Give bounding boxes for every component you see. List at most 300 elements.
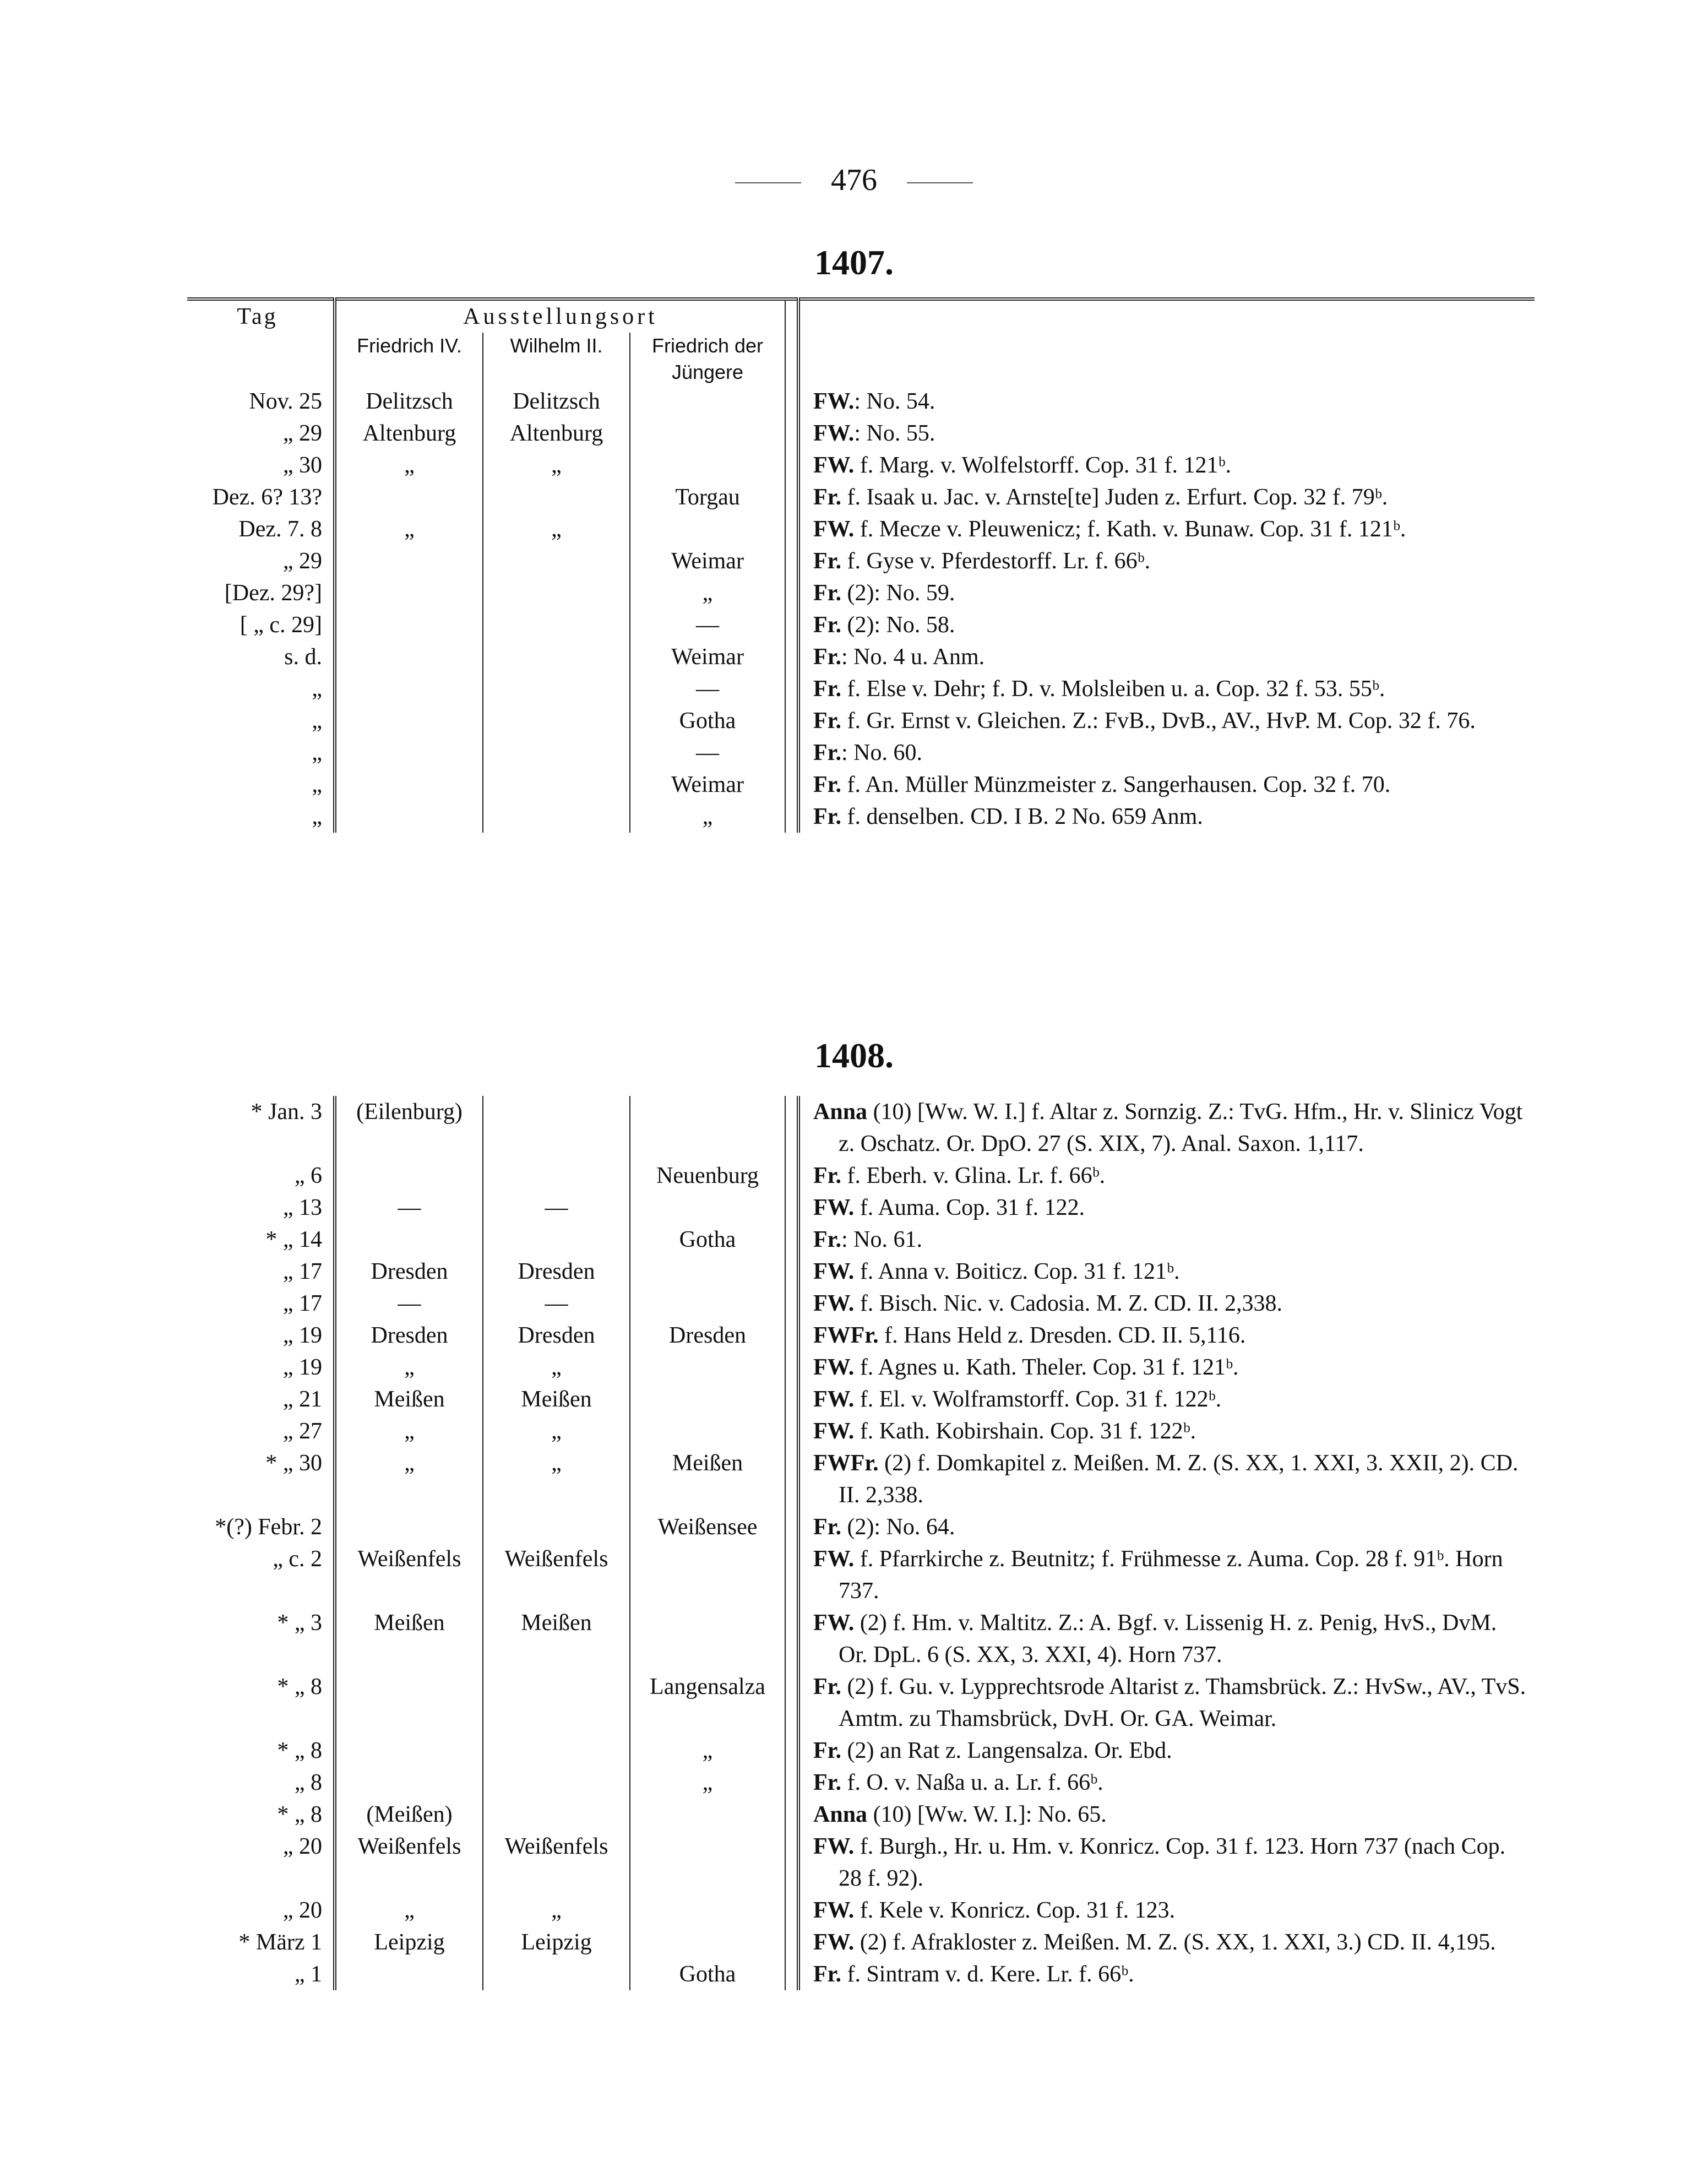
place-wilhelm-ii-cell: „ — [483, 1415, 630, 1447]
table-row — [187, 705, 1535, 737]
place-friedrich-iv-cell: Meißen — [335, 1607, 483, 1671]
note-text: f. Pfarrkirche z. Beutnitz; f. Frühmesse z. Auma. Cop. 28 f. 91ᵇ. Horn 737. — [839, 1546, 1503, 1604]
place-wilhelm-ii-cell: Dresden — [483, 1319, 630, 1351]
note-text: (2) f. Hm. v. Maltitz. Z.: A. Bgf. v. Lissenig H. z. Penig, HvS., DvM. Or. DpL. 6 (S. XX, 3. XXI, 4). Horn 737. — [839, 1610, 1497, 1668]
issuer-abbreviation: FW. — [813, 1291, 855, 1316]
place-wilhelm-ii-cell: — — [483, 1288, 630, 1319]
note-text: f. El. v. Wolframstorff. Cop. 31 f. 122ᵇ. — [854, 1387, 1222, 1412]
table-row — [187, 1096, 1535, 1160]
place-wilhelm-ii-cell: „ — [483, 449, 630, 481]
note-text: f. An. Müller Münzmeister z. Sangerhausen. Cop. 32 f. 70. — [841, 772, 1391, 797]
page-number: 476 — [831, 163, 877, 197]
place-friedrich-juengere-cell: Weimar — [630, 545, 785, 577]
table-row — [187, 1799, 1535, 1831]
note-cell — [798, 1447, 1535, 1511]
note-text: f. O. v. Naßa u. a. Lr. f. 66ᵇ. — [841, 1770, 1103, 1795]
place-friedrich-iv-cell — [335, 577, 483, 609]
place-friedrich-juengere-cell: „ — [630, 1735, 785, 1767]
date-cell: *(?) Febr. 2 — [215, 1514, 322, 1540]
table-row — [187, 737, 1535, 769]
note-text: : No. 54. — [854, 389, 935, 414]
place-friedrich-juengere-cell: „ — [630, 801, 785, 833]
note-cell — [798, 801, 1535, 833]
date-cell: „ c. 2 — [273, 1546, 322, 1572]
issuer-abbreviation: FW. — [813, 517, 855, 542]
place-friedrich-juengere-cell — [630, 1351, 785, 1383]
note-cell — [798, 1671, 1535, 1735]
table-row — [187, 1511, 1535, 1543]
place-friedrich-iv-cell: Altenburg — [335, 417, 483, 449]
date-cell: * März 1 — [238, 1930, 322, 1955]
note-cell — [798, 513, 1535, 545]
place-friedrich-iv-cell: Weißenfels — [335, 1831, 483, 1894]
issuer-abbreviation: Fr. — [813, 772, 841, 797]
note-cell — [798, 1767, 1535, 1799]
note-text: f. Gr. Ernst v. Gleichen. Z.: FvB., DvB., AV., HvP. M. Cop. 32 f. 76. — [841, 708, 1476, 734]
note-text: f. Isaak u. Jac. v. Arnste[te] Juden z. Erfurt. Cop. 32 f. 79ᵇ. — [841, 485, 1388, 510]
issuer-abbreviation: Anna — [813, 1099, 868, 1125]
issuer-abbreviation: FW. — [813, 1898, 855, 1923]
note-text: f. Auma. Cop. 31 f. 122. — [854, 1195, 1085, 1220]
place-friedrich-juengere-cell — [630, 1926, 785, 1958]
place-friedrich-juengere-cell — [630, 513, 785, 545]
note-text: f. Gyse v. Pferdestorff. Lr. f. 66ᵇ. — [841, 549, 1151, 574]
note-cell — [798, 1415, 1535, 1447]
place-wilhelm-ii-cell — [483, 1224, 630, 1256]
register-table-1408 — [187, 1096, 1535, 1990]
date-cell: * „ 30 — [265, 1451, 322, 1476]
note-text: f. Agnes u. Kath. Theler. Cop. 31 f. 121ᵇ. — [854, 1355, 1239, 1380]
place-wilhelm-ii-cell — [483, 673, 630, 705]
note-cell — [798, 1224, 1535, 1256]
note-cell — [798, 1511, 1535, 1543]
note-text: f. Kele v. Konricz. Cop. 31 f. 123. — [854, 1898, 1176, 1923]
issuer-abbreviation: FWFr. — [813, 1323, 879, 1348]
place-wilhelm-ii-cell — [483, 1799, 630, 1831]
note-text: f. denselben. CD. I B. 2 No. 659 Anm. — [841, 804, 1203, 829]
issuer-abbreviation: FW. — [813, 1355, 855, 1380]
date-cell: * „ 8 — [277, 1802, 322, 1827]
place-friedrich-iv-cell — [335, 1224, 483, 1256]
date-cell: „ — [312, 740, 322, 765]
place-friedrich-iv-cell: (Eilenburg) — [335, 1096, 483, 1160]
place-wilhelm-ii-cell — [483, 641, 630, 673]
date-cell: „ 6 — [294, 1163, 322, 1188]
place-friedrich-juengere-cell: Weißensee — [630, 1511, 785, 1543]
table-row — [187, 1415, 1535, 1447]
column-header-friedrich-iv: Friedrich IV. — [335, 333, 483, 385]
issuer-abbreviation: Fr. — [813, 740, 841, 765]
note-text: f. Eberh. v. Glina. Lr. f. 66ᵇ. — [841, 1163, 1106, 1188]
table-row — [187, 641, 1535, 673]
note-text: f. Marg. v. Wolfelstorff. Cop. 31 f. 121ᵇ. — [854, 453, 1231, 478]
table-row — [187, 577, 1535, 609]
note-text: (2) f. Domkapitel z. Meißen. M. Z. (S. XX, 1. XXI, 3. XXII, 2). CD. II. 2,338. — [839, 1451, 1519, 1508]
note-text: f. Anna v. Boiticz. Cop. 31 f. 121ᵇ. — [854, 1259, 1180, 1284]
date-cell: „ 19 — [282, 1323, 322, 1348]
place-friedrich-iv-cell: Weißenfels — [335, 1543, 483, 1607]
table-row — [187, 1447, 1535, 1511]
date-cell: „ 29 — [282, 421, 322, 446]
date-cell: * Jan. 3 — [251, 1099, 322, 1125]
place-wilhelm-ii-cell — [483, 577, 630, 609]
table-row — [187, 513, 1535, 545]
note-text: (2) f. Afrakloster z. Meißen. M. Z. (S. XX, 1. XXI, 3.) CD. II. 4,195. — [854, 1930, 1496, 1955]
table-row — [187, 1894, 1535, 1926]
note-cell — [798, 1831, 1535, 1894]
place-friedrich-iv-cell — [335, 545, 483, 577]
note-cell — [798, 705, 1535, 737]
header-rule-right — [907, 182, 973, 183]
place-friedrich-iv-cell: „ — [335, 1351, 483, 1383]
note-cell — [798, 545, 1535, 577]
note-cell — [798, 1894, 1535, 1926]
date-cell: s. d. — [284, 644, 322, 670]
place-friedrich-juengere-cell: Weimar — [630, 769, 785, 801]
note-cell — [798, 1799, 1535, 1831]
year-heading-1408: 1408. — [814, 1036, 894, 1075]
place-friedrich-iv-cell — [335, 1511, 483, 1543]
note-text: f. Else v. Dehr; f. D. v. Molsleiben u. a. Cop. 32 f. 53. 55ᵇ. — [841, 676, 1385, 702]
issuer-abbreviation: FW. — [813, 1610, 855, 1636]
issuer-abbreviation: Fr. — [813, 1514, 841, 1540]
note-text: (2) f. Gu. v. Lypprechtsrode Altarist z. Thamsbrück. Z.: HvSw., AV., TvS. Amtm. zu Thamsbrück, DvH. Or. GA. Weimar. — [839, 1674, 1526, 1731]
place-wilhelm-ii-cell — [483, 1735, 630, 1767]
place-wilhelm-ii-cell — [483, 481, 630, 513]
note-cell — [798, 481, 1535, 513]
column-header-tag: Tag — [237, 304, 278, 329]
table-row — [187, 673, 1535, 705]
note-text: f. Sintram v. d. Kere. Lr. f. 66ᵇ. — [841, 1962, 1134, 1987]
place-wilhelm-ii-cell — [483, 1096, 630, 1160]
note-cell — [798, 673, 1535, 705]
note-cell — [798, 449, 1535, 481]
place-wilhelm-ii-cell — [483, 737, 630, 769]
note-cell — [798, 737, 1535, 769]
note-cell — [798, 1192, 1535, 1224]
table-row — [187, 609, 1535, 641]
table-row — [187, 1224, 1535, 1256]
table-row — [187, 1319, 1535, 1351]
note-cell — [798, 577, 1535, 609]
place-friedrich-iv-cell: Delitzsch — [335, 385, 483, 417]
date-cell: „ 8 — [294, 1770, 322, 1795]
place-wilhelm-ii-cell — [483, 1958, 630, 1990]
note-text: : No. 60. — [841, 740, 922, 765]
date-cell: [Dez. 29?] — [224, 580, 322, 606]
table-row — [187, 1958, 1535, 1990]
table-row — [187, 1160, 1535, 1192]
place-friedrich-juengere-cell — [630, 417, 785, 449]
place-friedrich-juengere-cell — [630, 1831, 785, 1894]
note-text: (10) [Ww. W. I.] f. Altar z. Sornzig. Z.: TvG. Hfm., Hr. v. Slinicz Vogt z. Oschatz. Or. DpO. 27 (S. XIX, 7). Anal. Saxon. 1,117. — [839, 1099, 1523, 1156]
place-friedrich-iv-cell: — — [335, 1192, 483, 1224]
place-friedrich-iv-cell — [335, 769, 483, 801]
place-friedrich-iv-cell — [335, 673, 483, 705]
issuer-abbreviation: Fr. — [813, 549, 841, 574]
note-text: f. Hans Held z. Dresden. CD. II. 5,116. — [878, 1323, 1246, 1348]
place-friedrich-juengere-cell: Gotha — [630, 1224, 785, 1256]
issuer-abbreviation: Fr. — [813, 580, 841, 606]
place-wilhelm-ii-cell — [483, 801, 630, 833]
place-friedrich-juengere-cell — [630, 1894, 785, 1926]
note-cell — [798, 1735, 1535, 1767]
place-friedrich-iv-cell: — — [335, 1288, 483, 1319]
date-cell: „ 29 — [282, 549, 322, 574]
place-wilhelm-ii-cell — [483, 769, 630, 801]
place-friedrich-juengere-cell — [630, 1543, 785, 1607]
place-friedrich-juengere-cell — [630, 1096, 785, 1160]
date-cell: „ 13 — [282, 1195, 322, 1220]
place-friedrich-iv-cell — [335, 1958, 483, 1990]
place-friedrich-iv-cell: „ — [335, 1415, 483, 1447]
date-cell: „ 1 — [294, 1962, 322, 1987]
place-wilhelm-ii-cell: „ — [483, 1447, 630, 1511]
place-friedrich-juengere-cell: Torgau — [630, 481, 785, 513]
issuer-abbreviation: FW. — [813, 1834, 855, 1859]
note-cell — [798, 1543, 1535, 1607]
place-wilhelm-ii-cell: Weißenfels — [483, 1831, 630, 1894]
issuer-abbreviation: Fr. — [813, 708, 841, 734]
table-row — [187, 417, 1535, 449]
table-body-1408 — [187, 1096, 1535, 1990]
note-text: (2): No. 64. — [841, 1514, 955, 1540]
place-friedrich-juengere-cell: Neuenburg — [630, 1160, 785, 1192]
issuer-abbreviation: FW. — [813, 1419, 855, 1444]
issuer-abbreviation: Fr. — [813, 804, 841, 829]
issuer-abbreviation: Fr. — [813, 1227, 841, 1252]
note-cell — [798, 1351, 1535, 1383]
table-row — [187, 1735, 1535, 1767]
note-cell — [798, 1288, 1535, 1319]
table-body-1407 — [187, 385, 1535, 833]
table-row — [187, 1543, 1535, 1607]
note-cell — [798, 1383, 1535, 1415]
issuer-abbreviation: Fr. — [813, 1770, 841, 1795]
note-text: (2): No. 59. — [841, 580, 955, 606]
date-cell: „ 19 — [282, 1355, 322, 1380]
place-wilhelm-ii-cell — [483, 545, 630, 577]
note-text: f. Burgh., Hr. u. Hm. v. Konricz. Cop. 31 f. 123. Horn 737 (nach Cop. 28 f. 92). — [839, 1834, 1506, 1891]
date-cell: „ 17 — [282, 1291, 322, 1316]
table-row — [187, 1926, 1535, 1958]
place-friedrich-juengere-cell — [630, 1256, 785, 1288]
place-friedrich-juengere-cell — [630, 449, 785, 481]
note-text: : No. 55. — [854, 421, 935, 446]
note-cell — [798, 1160, 1535, 1192]
issuer-abbreviation: FW. — [813, 1387, 855, 1412]
note-cell — [798, 769, 1535, 801]
place-friedrich-iv-cell: „ — [335, 449, 483, 481]
place-friedrich-iv-cell — [335, 1735, 483, 1767]
table-row — [187, 769, 1535, 801]
place-friedrich-iv-cell — [335, 1671, 483, 1735]
place-friedrich-juengere-cell: — — [630, 673, 785, 705]
note-text: f. Mecze v. Pleuwenicz; f. Kath. v. Bunaw. Cop. 31 f. 121ᵇ. — [854, 517, 1406, 542]
date-cell: * „ 3 — [277, 1610, 322, 1636]
place-wilhelm-ii-cell: — — [483, 1192, 630, 1224]
register-table-1407 — [187, 297, 1535, 833]
place-friedrich-iv-cell: Dresden — [335, 1256, 483, 1288]
place-friedrich-juengere-cell: Weimar — [630, 641, 785, 673]
place-friedrich-juengere-cell: „ — [630, 1767, 785, 1799]
date-cell: „ — [312, 804, 322, 829]
place-wilhelm-ii-cell: Altenburg — [483, 417, 630, 449]
year-heading-1407: 1407. — [814, 243, 894, 282]
issuer-abbreviation: FW. — [813, 1259, 855, 1284]
issuer-abbreviation: Fr. — [813, 644, 841, 670]
date-cell: „ — [312, 708, 322, 734]
place-wilhelm-ii-cell: „ — [483, 1351, 630, 1383]
place-wilhelm-ii-cell: Delitzsch — [483, 385, 630, 417]
place-friedrich-juengere-cell: — — [630, 737, 785, 769]
note-text: (2) an Rat z. Langensalza. Or. Ebd. — [841, 1738, 1172, 1763]
place-wilhelm-ii-cell: „ — [483, 513, 630, 545]
note-cell — [798, 609, 1535, 641]
issuer-abbreviation: FW. — [813, 1930, 855, 1955]
place-wilhelm-ii-cell: Meißen — [483, 1607, 630, 1671]
issuer-abbreviation: Fr. — [813, 1674, 841, 1699]
issuer-abbreviation: Fr. — [813, 676, 841, 702]
place-friedrich-iv-cell: „ — [335, 513, 483, 545]
column-header-friedrich-der-juengere: Friedrich der Jüngere — [630, 333, 785, 385]
date-cell: „ 20 — [282, 1898, 322, 1923]
date-cell: „ 30 — [282, 453, 322, 478]
place-friedrich-iv-cell: „ — [335, 1894, 483, 1926]
place-wilhelm-ii-cell: Meißen — [483, 1383, 630, 1415]
place-friedrich-juengere-cell: „ — [630, 577, 785, 609]
date-cell: „ 27 — [282, 1419, 322, 1444]
place-friedrich-juengere-cell: Meißen — [630, 1447, 785, 1511]
note-cell — [798, 1958, 1535, 1990]
note-cell — [798, 1096, 1535, 1160]
place-friedrich-iv-cell — [335, 705, 483, 737]
date-cell: * „ 8 — [277, 1738, 322, 1763]
place-friedrich-juengere-cell — [630, 1607, 785, 1671]
note-cell — [798, 1256, 1535, 1288]
table-row — [187, 1767, 1535, 1799]
date-cell: „ — [312, 676, 322, 702]
place-friedrich-iv-cell: „ — [335, 1447, 483, 1511]
table-row — [187, 545, 1535, 577]
date-cell: Dez. 6? 13? — [212, 485, 322, 510]
issuer-abbreviation: Fr. — [813, 1738, 841, 1763]
place-wilhelm-ii-cell: Dresden — [483, 1256, 630, 1288]
place-friedrich-iv-cell — [335, 481, 483, 513]
place-friedrich-juengere-cell — [630, 1799, 785, 1831]
date-cell: „ 17 — [282, 1259, 322, 1284]
place-friedrich-iv-cell — [335, 1160, 483, 1192]
table-row — [187, 385, 1535, 417]
header-rule-left — [735, 182, 801, 183]
note-cell — [798, 417, 1535, 449]
place-friedrich-juengere-cell: Gotha — [630, 705, 785, 737]
place-friedrich-juengere-cell — [630, 1415, 785, 1447]
place-friedrich-juengere-cell: Gotha — [630, 1958, 785, 1990]
place-friedrich-juengere-cell — [630, 1288, 785, 1319]
place-wilhelm-ii-cell — [483, 1160, 630, 1192]
date-cell: * „ 8 — [277, 1674, 322, 1699]
place-friedrich-iv-cell: Dresden — [335, 1319, 483, 1351]
issuer-abbreviation: Fr. — [813, 1962, 841, 1987]
issuer-abbreviation: FW. — [813, 1195, 855, 1220]
issuer-abbreviation: FW. — [813, 453, 855, 478]
place-friedrich-iv-cell: (Meißen) — [335, 1799, 483, 1831]
note-cell — [798, 385, 1535, 417]
place-wilhelm-ii-cell: „ — [483, 1894, 630, 1926]
issuer-abbreviation: FW. — [813, 421, 855, 446]
place-friedrich-iv-cell — [335, 801, 483, 833]
date-cell: „ 21 — [282, 1387, 322, 1412]
note-text: (2): No. 58. — [841, 612, 955, 638]
place-friedrich-juengere-cell — [630, 1383, 785, 1415]
place-friedrich-juengere-cell — [630, 385, 785, 417]
note-cell — [798, 1319, 1535, 1351]
note-text: f. Bisch. Nic. v. Cadosia. M. Z. CD. II. 2,338. — [854, 1291, 1283, 1316]
issuer-abbreviation: FW. — [813, 1546, 855, 1572]
place-friedrich-juengere-cell: — — [630, 609, 785, 641]
place-friedrich-iv-cell — [335, 609, 483, 641]
note-text: (10) [Ww. W. I.]: No. 65. — [867, 1802, 1107, 1827]
place-friedrich-juengere-cell — [630, 1192, 785, 1224]
table-row — [187, 449, 1535, 481]
column-header-ausstellungsort: Ausstellungsort — [335, 299, 785, 333]
place-wilhelm-ii-cell — [483, 705, 630, 737]
issuer-abbreviation: Fr. — [813, 1163, 841, 1188]
table-row — [187, 1383, 1535, 1415]
issuer-abbreviation: Fr. — [813, 485, 841, 510]
date-cell: [ „ c. 29] — [240, 612, 322, 638]
place-wilhelm-ii-cell — [483, 1767, 630, 1799]
date-cell: * „ 14 — [265, 1227, 322, 1252]
note-text: f. Kath. Kobirshain. Cop. 31 f. 122ᵇ. — [854, 1419, 1196, 1444]
date-cell: „ 20 — [282, 1834, 322, 1859]
note-text: : No. 61. — [841, 1227, 922, 1252]
table-row — [187, 1288, 1535, 1319]
place-friedrich-iv-cell — [335, 737, 483, 769]
place-friedrich-iv-cell — [335, 1767, 483, 1799]
note-text: : No. 4 u. Anm. — [841, 644, 985, 670]
place-wilhelm-ii-cell: Leipzig — [483, 1926, 630, 1958]
table-row — [187, 1192, 1535, 1224]
place-wilhelm-ii-cell: Weißenfels — [483, 1543, 630, 1607]
table-row — [187, 481, 1535, 513]
place-wilhelm-ii-cell — [483, 609, 630, 641]
column-header-wilhelm-ii: Wilhelm II. — [483, 333, 630, 385]
table-row — [187, 1607, 1535, 1671]
place-friedrich-juengere-cell: Langensalza — [630, 1671, 785, 1735]
date-cell: Dez. 7. 8 — [238, 517, 322, 542]
issuer-abbreviation: Anna — [813, 1802, 868, 1827]
date-cell: „ — [312, 772, 322, 797]
issuer-abbreviation: Fr. — [813, 612, 841, 638]
table-row — [187, 1351, 1535, 1383]
place-friedrich-iv-cell — [335, 641, 483, 673]
place-wilhelm-ii-cell — [483, 1671, 630, 1735]
place-friedrich-juengere-cell: Dresden — [630, 1319, 785, 1351]
table-row — [187, 1256, 1535, 1288]
place-wilhelm-ii-cell — [483, 1511, 630, 1543]
note-cell — [798, 1607, 1535, 1671]
note-cell — [798, 641, 1535, 673]
place-friedrich-iv-cell: Leipzig — [335, 1926, 483, 1958]
issuer-abbreviation: FW. — [813, 389, 855, 414]
place-friedrich-iv-cell: Meißen — [335, 1383, 483, 1415]
note-cell — [798, 1926, 1535, 1958]
table-row — [187, 1831, 1535, 1894]
table-row — [187, 1671, 1535, 1735]
page-header — [0, 162, 1708, 198]
